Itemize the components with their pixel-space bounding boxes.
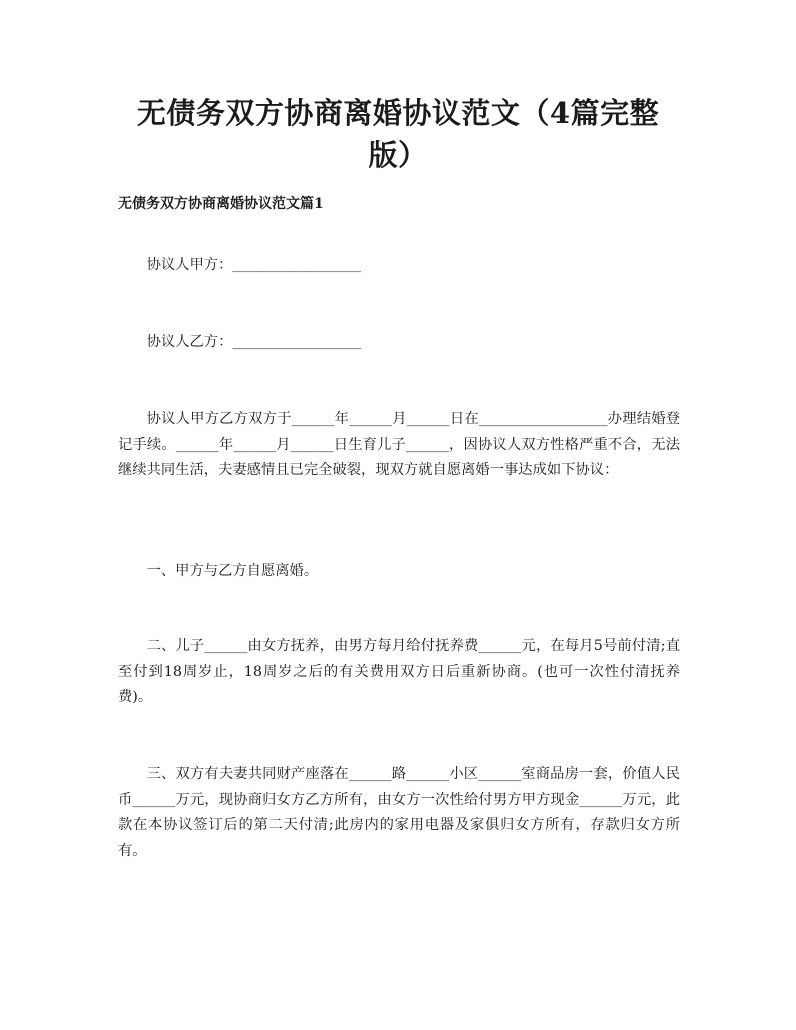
- clause-3: 三、双方有夫妻共同财产座落在______路______小区______室商品房一套，价值人民币______万元，现协商归女方乙方所有，由女方一次性给付男方甲方现金______万元，此款在本协议签订后的第二天付清;此房内的家用电器及家俱归女方所有，存款归女方所有。: [118, 766, 680, 859]
- party-b-line: 协议人乙方：__________________: [146, 334, 362, 350]
- clause-2: 二、儿子______由女方抚养，由男方每月给付抚养费______元，在每月5号前付清;直至付到18周岁止，18周岁之后的有关费用双方日后重新协商。(也可一次性付清抚养费)。: [118, 638, 680, 705]
- intro-paragraph: 协议人甲方乙方双方于______年______月______日在__________________办理结婚登记手续。______年______月______日生育儿子______，因协议人双方性格严重不合，无法继续共同生活，夫妻感情且已完全破裂，现双方就自愿离婚一事达成如下协议：: [118, 411, 680, 478]
- party-a-line: 协议人甲方：__________________: [146, 257, 362, 273]
- document-title: 无债务双方协商离婚协议范文（4篇完整版）: [136, 96, 660, 172]
- clause-1: 一、甲方与乙方自愿离婚。: [146, 563, 319, 579]
- section-heading: 无债务双方协商离婚协议范文篇1: [118, 196, 324, 212]
